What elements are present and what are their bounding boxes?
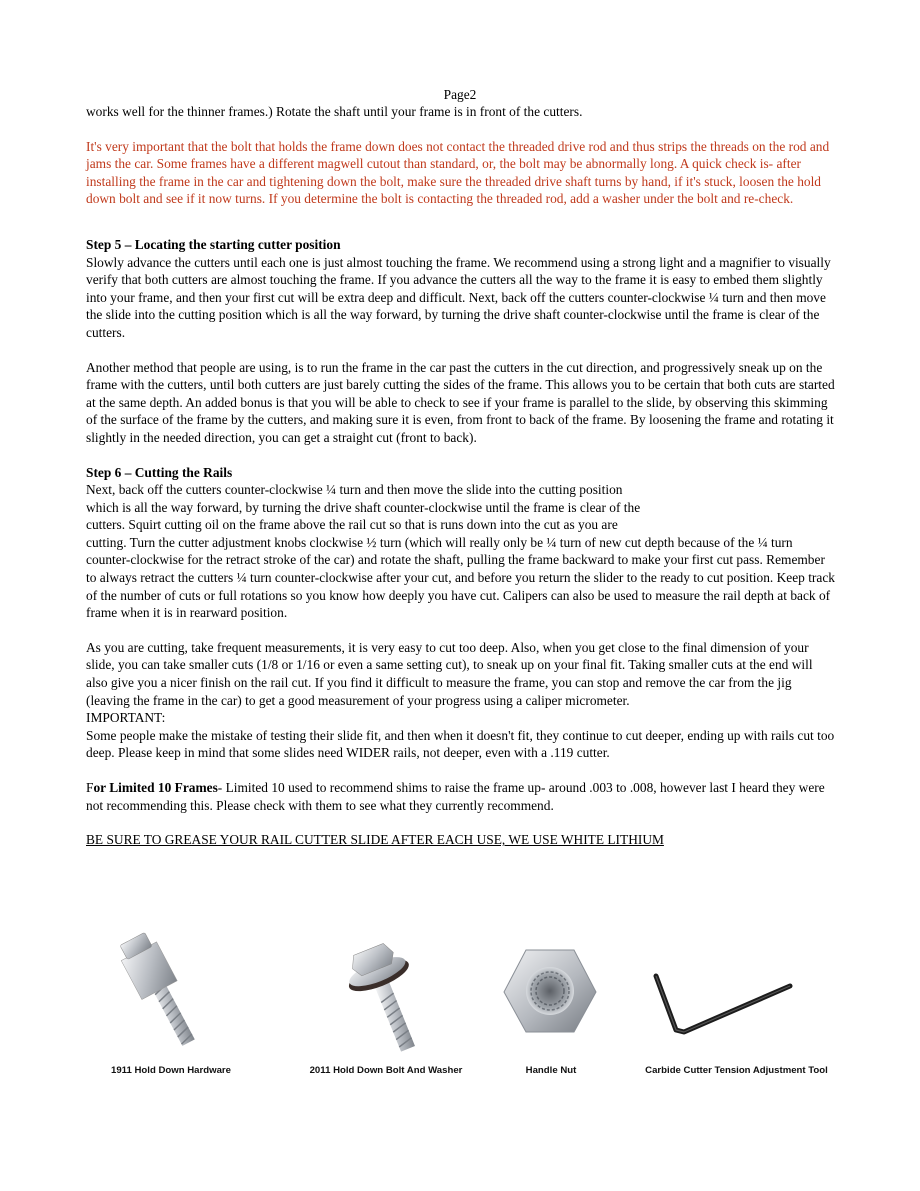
limited-heading: or Limited 10 Frames (93, 780, 218, 795)
step6-line-3: cutters. Squirt cutting oil on the frame above the rail cut so that is runs down into the cut as you are (86, 517, 618, 533)
step6-paragraph-1: cutting. Turn the cutter adjustment knobs clockwise ½ turn (which will really only be ¼ turn of new cut depth because of the ¼ turn counter-clockwise for the retract stroke of the car) and rotate the shaft, pulling the frame backward to make your first cut pass. Remember to always retract the cutters ¼ turn counter-clockwise after your cut, and before you return the slider to the ready to cut position. Keep track of the number of cuts or full rotations so you know how deeply you have cut. Calipers can also be used to measure the rail depth at back of frame when it is in rearward position. (86, 534, 835, 621)
limited-10-paragraph (86, 779, 836, 814)
important-label: IMPORTANT: (86, 710, 166, 726)
important-text: Some people make the mistake of testing their slide fit, and then when it doesn't fit, they continue to cut deeper, ending up with rails cut too deep. Please keep in mind that some slides need WIDER rails, not deeper, even with a .119 cutter. (86, 727, 835, 761)
photo-caption: Carbide Cutter Tension Adjustment Tool (645, 1065, 828, 1076)
step5-paragraph-1: Slowly advance the cutters until each one is just almost touching the frame. We recommend using a strong light and a magnifier to visually verify that both cutters are almost touching the frame. If you advance the cutters all the way to the frame it is easy to embed them slightly into your frame, and then your first cut will be extra deep and difficult. Next, back off the cutters counter-clockwise ¼ turn and then move the slide into the cutting position which is all the way forward, by turning the drive shaft counter-clockwise until the frame is clear of the cutters. (86, 254, 831, 340)
photo-caption: Handle Nut (525, 1065, 577, 1076)
hardware-photos (86, 928, 846, 1088)
step6-paragraph-2: As you are cutting, take frequent measurements, it is very easy to cut too deep. Also, when you get close to the final dimension of your slide, you can take smaller cuts (1/8 or 1/16 or even a same setting cut), to sneak up on your final fit. Taking smaller cuts at the end will also give you a nicer finish on the rail cut. If you find it difficult to measure the frame, you can stop and remove the car from the jig (leaving the frame in the car) to get a good measurement of your progress using a caliper micrometer. (86, 639, 813, 708)
warning-paragraph: It's very important that the bolt that holds the frame down does not contact the threaded drive rod and thus strips the threads on the rod and jams the car. Some frames have a different magwell cutout than standard, or, the bolt may be abnormally long. A quick check is- after installing the frame in the car and tightening down the bolt, make sure the threaded drive shaft turns by hand, if it's stuck, loosen the hold down bolt and see if it now turns. If you determine the bolt is contacting the threaded rod, add a washer under the bolt and re-check. (86, 138, 830, 207)
hex-key-icon (646, 928, 826, 1058)
page-number: Page2 (443, 87, 477, 102)
photo-caption: 2011 Hold Down Bolt And Washer (309, 1065, 463, 1076)
photo-hex-key-tool (646, 928, 826, 1088)
intro-line: works well for the thinner frames.) Rotate the shaft until your frame is in front of the cutters. (86, 104, 583, 119)
document-body (86, 103, 836, 849)
bolt-washer-icon (306, 928, 466, 1058)
step5-paragraph-2: Another method that people are using, is to run the frame in the car past the cutters in the cut direction, and progressively sneak up on the frame with the cutters, until both cutters are just barely cutting the sides of the frame. This allows you to be certain that both cuts are started at the same depth. An added bonus is that you will be able to check to see if your frame is parallel to the slide, by observing this skimming of the surface of the frame by the cutters, and making sure it is even, from front to back of the frame. By loosening the frame and rotating it slightly in the needed direction, you can get a straight cut (front to back). (86, 359, 835, 445)
step6-line-2: which is all the way forward, by turning the drive shaft counter-clockwise until the frame is clear of the (86, 499, 641, 515)
hex-nut-icon (496, 928, 606, 1058)
photo-1911-hold-down (86, 928, 256, 1088)
limited-text: - Limited 10 used to recommend shims to raise the frame up- around .003 to .008, however last I heard they were not recommending this. Please check with them to see what they currently recommend. (86, 780, 825, 813)
step6-line-1: Next, back off the cutters counter-clockwise ¼ turn and then move the slide into the cutting position (86, 482, 623, 498)
photo-caption: 1911 Hold Down Hardware (111, 1065, 231, 1076)
step5-heading: Step 5 – Locating the starting cutter position (86, 236, 341, 252)
limited-prefix: F (86, 780, 94, 795)
step6-heading: Step 6 – Cutting the Rails (86, 464, 233, 480)
hold-down-hardware-icon (86, 928, 256, 1058)
grease-notice: BE SURE TO GREASE YOUR RAIL CUTTER SLIDE AFTER EACH USE, WE USE WHITE LITHIUM (86, 832, 664, 848)
photo-handle-nut (496, 928, 606, 1088)
